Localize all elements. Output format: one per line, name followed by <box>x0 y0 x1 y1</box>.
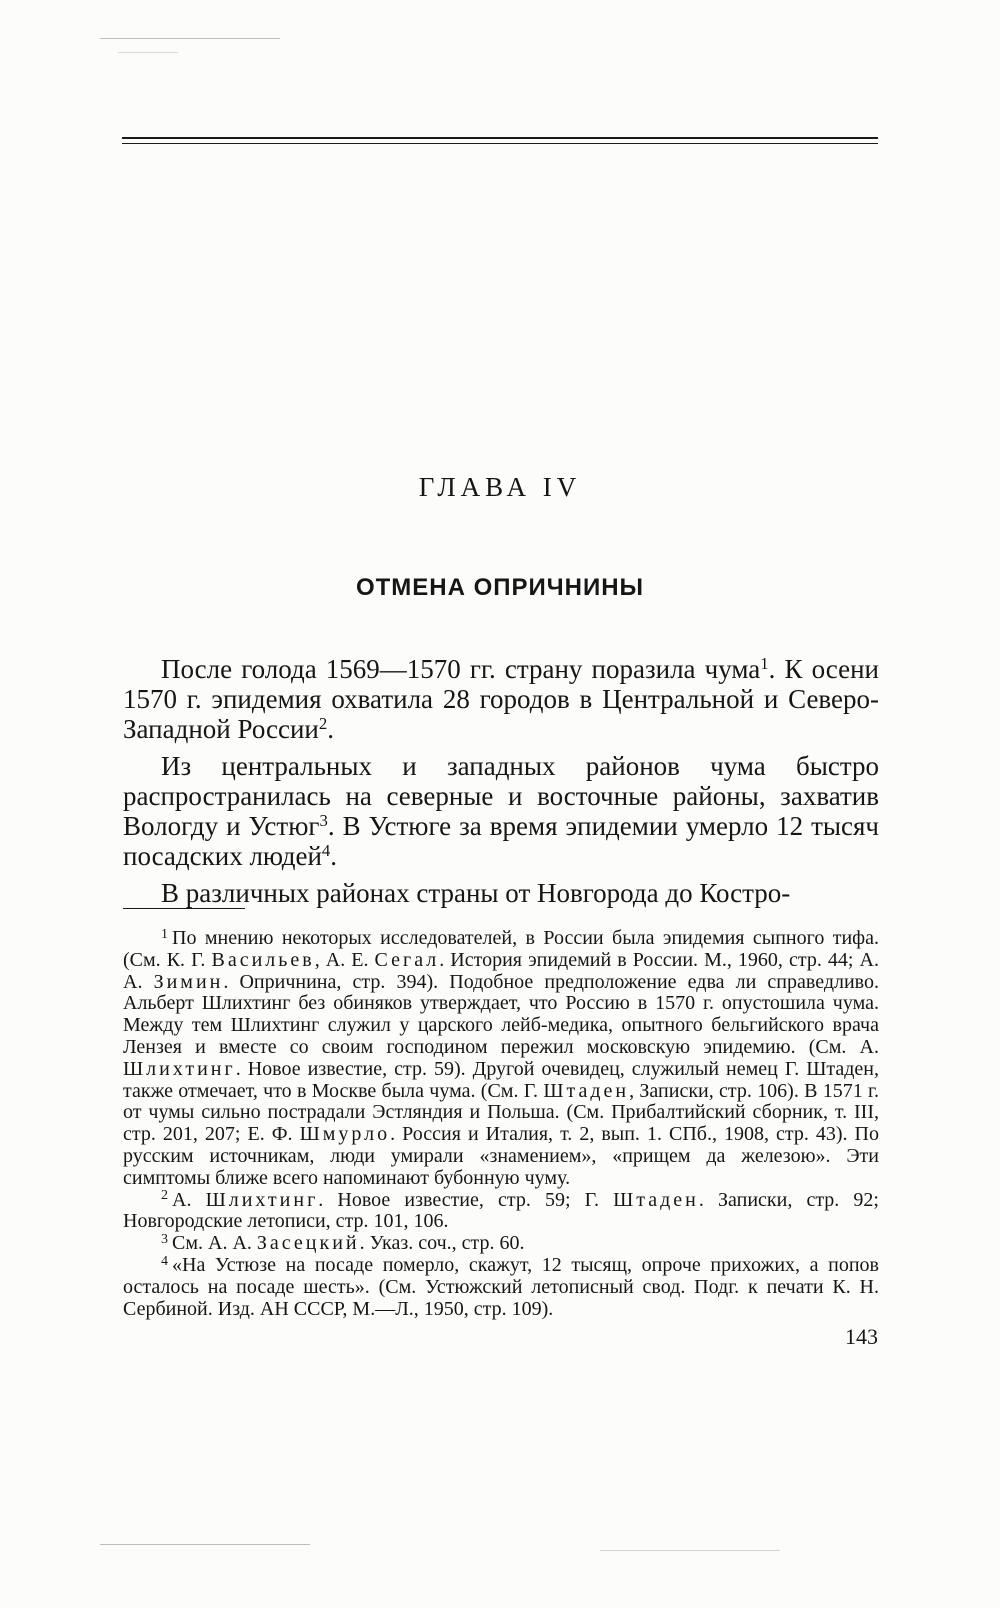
page-number: 143 <box>845 1324 878 1349</box>
footnote <box>123 1255 879 1320</box>
footnote-ref: 4 <box>321 840 331 860</box>
paragraph <box>123 654 879 744</box>
footnotes <box>123 928 879 1320</box>
text-run: «На Устюзе на посаде померло, скажут, 12 тысящ, опроче прихожих, а попов осталось на посаде шесть». (См. Устюжский летописный свод. Подг. к печати К. Н. Сербиной. Изд. АН СССР, М.—Л., 1950, стр. 109). <box>123 1253 879 1320</box>
chapter-heading: ГЛАВА IV <box>418 472 582 502</box>
text-run: После голода 1569—1570 гг. страну поразила чума <box>161 654 761 684</box>
text-run: , Записки, стр. 106). В 1571 г. от чумы сильно пострадали Эстляндия и Польша. (См. Прибалтийский сборник, т. III, стр. 201, 207; Е. Ф. <box>123 1079 879 1146</box>
author-name: Шлихтинг <box>205 1188 319 1211</box>
text-run: . Россия и Италия, т. 2, вып. 1. СПб., 1908, стр. 43). По русским источникам, люди умирали «знамением», «прищем да железою». Эти симптомы ближе всего напоминают бубонную чуму. <box>123 1123 880 1189</box>
text-run: А. <box>172 1188 206 1211</box>
header-rule <box>122 137 878 139</box>
text-run: . История эпидемий в России. М., 1960, стр. 44; А. А. <box>123 948 879 993</box>
footnote-number: 4 <box>161 1253 168 1269</box>
text-run: . В Устюге за время эпидемии умерло 12 тысяч посадских людей <box>123 811 880 871</box>
footnote-ref: 1 <box>760 653 769 673</box>
author-name: Шмурло <box>299 1123 391 1146</box>
text-run: В различных районах страны от Новгорода до Костро- <box>161 878 791 908</box>
author-name: Штаден <box>543 1079 630 1102</box>
text-run: . К осени 1570 г. эпидемия охватила 28 городов в Центральной и Северо-Западной России <box>123 654 879 744</box>
footnote-ref: 3 <box>319 810 328 830</box>
header-rule-thin <box>122 143 878 144</box>
text-run: См. А. А. <box>172 1232 257 1255</box>
text-run: По мнению некоторых исследователей, в России была эпидемия сыпного тифа. (См. К. Г. <box>123 927 879 971</box>
main-text <box>123 654 879 915</box>
paragraph <box>123 878 879 908</box>
footnote-number: 1 <box>161 926 168 942</box>
footnote-rule <box>123 908 245 909</box>
author-name: Штаден <box>613 1188 699 1211</box>
paragraph <box>123 751 879 871</box>
footnote <box>123 928 879 1190</box>
footnote-ref: 2 <box>318 713 328 733</box>
text-run: . <box>327 714 334 744</box>
text-run: . Опричнина, стр. 394). Подобное предположение едва ли справедливо. Альберт Шлихтинг без обиняков утверждает, что Россию в 1570 г. опустошила чума. Между тем Шлихтинг служил у царского лейб-медика, опытного бельгийского врача Лензея и вместе со своим господином пережил московскую эпидемию. (См. А. <box>123 970 879 1058</box>
footnote <box>123 1190 879 1234</box>
text-run: . Указ. соч., стр. 60. <box>359 1232 525 1255</box>
text-run: . Новое известие, стр. 59). Другой очевидец, служилый немец Г. Штаден, также отмечает, что в Москве была чума. (См. Г. <box>123 1057 879 1102</box>
footnote <box>123 1233 879 1255</box>
scan-artifact <box>100 38 280 39</box>
chapter-title: ОТМЕНА ОПРИЧНИНЫ <box>355 574 645 601</box>
footnote-number: 3 <box>161 1231 168 1247</box>
text-run: . Записки, стр. 92; Новгородские летописи, стр. 101, 106. <box>123 1188 879 1233</box>
text-run: , А. Е. <box>314 948 375 971</box>
scan-artifact <box>118 52 178 53</box>
author-name: Васильев <box>211 948 315 971</box>
text-run: . Новое известие, стр. 59; Г. <box>318 1188 614 1211</box>
scan-artifact <box>100 1544 310 1545</box>
footnote-number: 2 <box>161 1188 168 1204</box>
author-name: Зимин <box>153 970 224 993</box>
scan-artifact <box>600 1550 780 1551</box>
text-run: Из центральных и западных районов чума быстро распространилась на северные и восточные районы, захватив Вологду и Устюг <box>123 751 879 841</box>
author-name: Засецкий <box>256 1232 360 1255</box>
text-run: . <box>330 841 338 871</box>
author-name: Сегал <box>374 948 440 971</box>
author-name: Шлихтинг <box>123 1057 236 1080</box>
